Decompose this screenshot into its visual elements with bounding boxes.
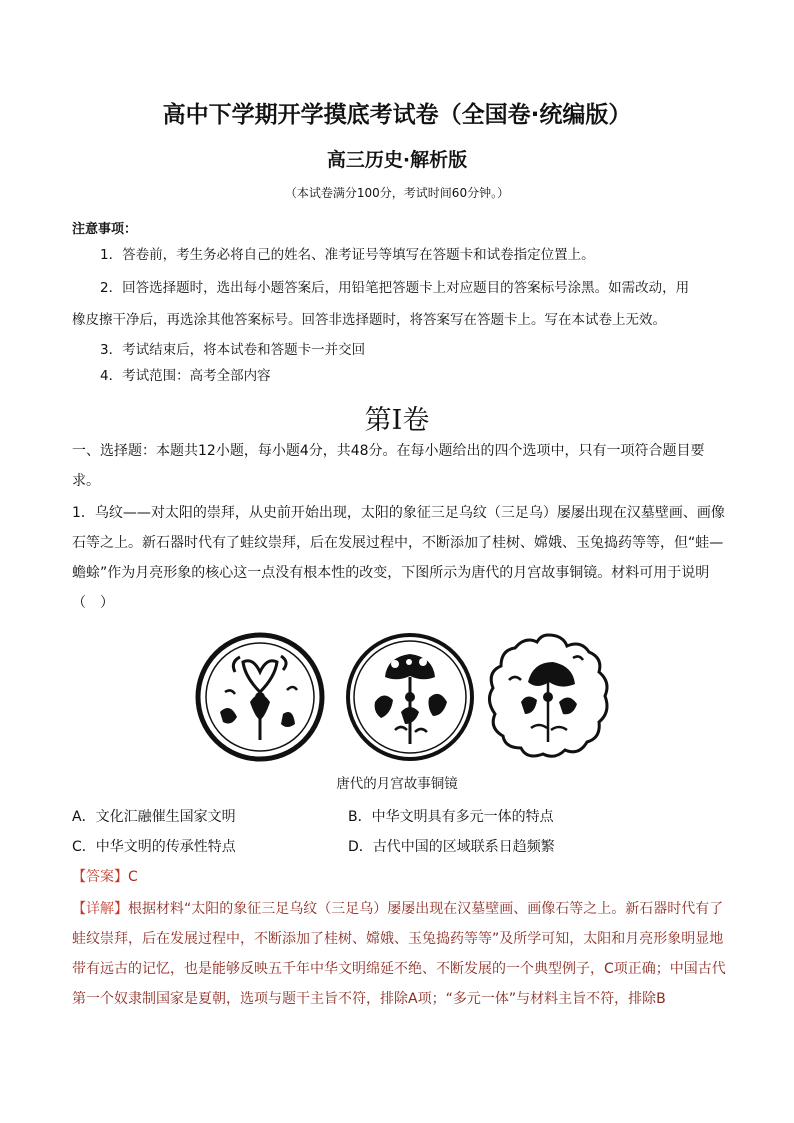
section-instruction: 一、选择题：本题共12小题，每小题4分，共48分。在每小题给出的四个选项中，只有一项符合题目要求。	[72, 443, 705, 489]
bronze-mirror-image-2	[345, 632, 475, 762]
notice-item-4: 4．考试范围：高考全部内容	[100, 368, 271, 384]
notice-heading: 注意事项：	[72, 222, 138, 237]
exam-meta: （本试卷满分100分，考试时间60分钟。）	[284, 186, 510, 200]
answer-line	[72, 866, 138, 886]
answer-tag: 【答案】	[72, 869, 128, 885]
answer-value: C	[128, 869, 138, 885]
question-stem: 1．乌纹——对太阳的崇拜，从史前开始出现，太阳的象征三足乌纹（三足乌）屡屡出现在汉墓壁画、画像石等之上。新石器时代有了蛙纹崇拜，后在发展过程中，不断添加了桂树、嫦娥、玉兔捣药等等，但“蛙—蟾蜍”作为月亮形象的核心这一点没有根本性的改变，下图所示为唐代的月宫故事铜镜。材料可用于说明（ ）	[72, 505, 725, 611]
section-title: 第Ⅰ卷	[364, 405, 430, 436]
exam-title: 高中下学期开学摸底考试卷（全国卷·统编版）	[162, 102, 632, 128]
answer-detail	[72, 894, 727, 1014]
option-c: C．中华文明的传承性特点	[72, 839, 236, 855]
notice-item-2-cont: 橡皮擦干净后，再选涂其他答案标号。回答非选择题时，将答案写在答题卡上。写在本试卷上无效。	[72, 312, 666, 328]
figure-caption: 唐代的月宫故事铜镜	[336, 776, 458, 792]
notice-item-3: 3．考试结束后，将本试卷和答题卡一并交回	[100, 342, 366, 358]
notice-item-2: 2．回答选择题时，选出每小题答案后，用铅笔把答题卡上对应题目的答案标号涂黑。如需改动，用	[100, 280, 690, 296]
option-b: B．中华文明具有多元一体的特点	[348, 809, 554, 825]
bronze-mirror-image-1	[195, 632, 325, 762]
option-d: D．古代中国的区域联系日趋频繁	[348, 839, 555, 855]
exam-subtitle: 高三历史·解析版	[326, 149, 468, 171]
bronze-mirror-image-3	[483, 632, 613, 762]
option-a: A．文化汇融催生国家文明	[72, 809, 236, 825]
detail-text: 根据材料“太阳的象征三足乌纹（三足乌）屡屡出现在汉墓壁画、画像石等之上。新石器时代有了蛙纹崇拜，后在发展过程中，不断添加了桂树、嫦娥、玉兔捣药等等”及所学可知，太阳和月亮形象明显地带有远古的记忆，也是能够反映五千年中华文明绵延不绝、不断发展的一个典型例子，C项正确；中国古代第一个奴隶制国家是夏朝，选项与题干主旨不符，排除A项；“多元一体”与材料主旨不符，排除B	[72, 901, 726, 1007]
detail-tag: 【详解】	[72, 901, 128, 917]
notice-item-1: 1．答卷前，考生务必将自己的姓名、准考证号等填写在答题卡和试卷指定位置上。	[100, 247, 595, 263]
